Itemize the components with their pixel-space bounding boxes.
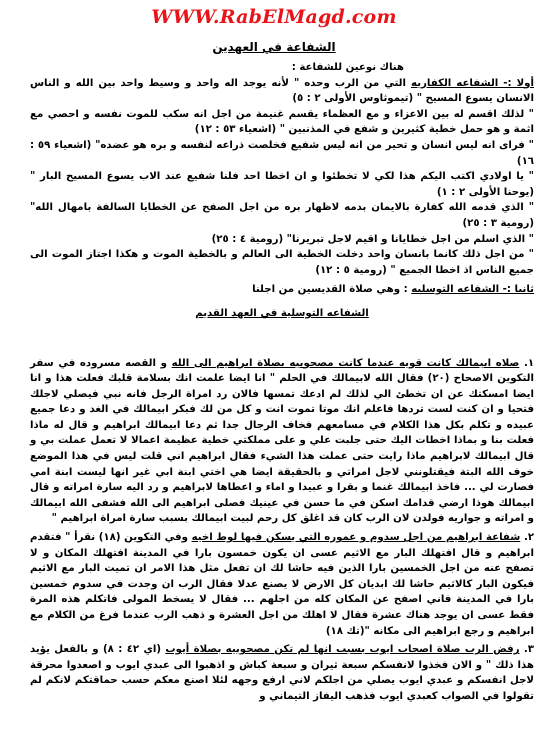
point-lead: شفاعة ابراهيم من اجل سدوم و عموره التي يسكن فيها لوط اخيه: [191, 532, 521, 544]
point-number: ١.: [523, 357, 535, 369]
point-text: (اي ٤٢ : ٨) و بالفعل يؤيد هذا ذلك " و الان فخذوا لانفسكم سبعة ثيران و سبعة كباش و اذهبوا الى عبدي ايوب و اصعدوا محرقة لاجل انفسكم و عبدي ايوب يصلي من اجلكم لاني ارفع وجهه لئلا اصنع معكم حسب حماقتكم لانكم لم تقولوا في الصواب كعبدي ايوب فذهب اليفاز التيماني و: [30, 644, 534, 702]
point-number: ٣.: [523, 644, 534, 656]
point-text: وفي التكوين (١٨) نقرأ " فتقدم ابراهيم و قال افتهلك البار مع الاثيم عسى ان يكون خمسون بارا في المدينة افتهلك المكان و لا تصفح عنه من اجل الخمسين بارا الذين فيه حاشا لك ان تفعل مثل هذا الامر ان تميت البار مع الاثيم فيكون البار كالاثيم حاشا لك ابديان كل الارض لا يصنع عدلا فقال الرب ان وجدت في سدوم خمسين بارا في المدينة فاني اصفح عن المكان كله من اجلهم ... فقال لا يسخط المولى فاتكلم هذه المرة فقط عسى ان يوجد هناك عشرة فقال لا اهلك من اجل العشرة و ذهب الرب عندما فرغ من الكلام مع ابراهيم و رجع ابراهيم الى مكانه "(تك ١٨): [30, 532, 534, 637]
old-testament-heading: الشفاعه التوسلية في العهد القديم: [195, 307, 369, 319]
section-2-heading: ثانيا :- الشفاعه التوسليه: [411, 284, 534, 296]
verse-quote: " الذي قدمه الله كفارة بالايمان بدمه لاظهار بره من اجل الصفح عن الخطايا السالفة بامهال الله" (رومية ٣ : ٢٥): [30, 202, 534, 229]
verse-quote: " فراى انه ليس انسان و تحير من انه ليس شفيع فخلصت ذراعه لنفسه و بره هو عضده" (اشعياء ٥٩ : ١٦): [30, 139, 534, 167]
verse-quote: " الذي اسلم من اجل خطايانا و اقيم لاجل تبريرنا" (رومية ٤ : ٢٥): [211, 233, 534, 245]
document-body: [30, 60, 534, 705]
section-2-paragraph: [30, 282, 534, 298]
section-1-heading: أولا :- الشفاعه الكفاريه: [411, 77, 534, 89]
point-paragraph: [30, 530, 534, 639]
verse-quote: " لذلك اقسم له بين الاعزاء و مع العظماء يقسم غنيمة من اجل انه سكب للموت نفسه و احصي مع اثمة و هو حمل خطية كثيرين و شفع في المذنبين " (اشعياء ٥٣ : ١٢): [30, 108, 534, 136]
section-1-paragraph: [30, 76, 534, 107]
point-number: ٢.: [523, 532, 535, 544]
point-lead: رفض الرب صلاة اصحاب ايوب بسبب انها لم تكن مصحوبيه بصلاة أيوب: [165, 644, 520, 656]
verse-quote: " يا اولادي اكتب اليكم هذا لكي لا تخطئوا و ان اخطا احد فلنا شفيع عند الاب يسوع المسيح البار " (يوحنا الأولى ٢ : ١): [30, 171, 534, 198]
point-lead: صلاه ابيمالك كانت قويه عندما كانت مصحوبيه بصلاة ابراهيم الى الله: [171, 357, 520, 369]
section-2-text: : وهي صلاة القديسين من اجلنا: [252, 284, 412, 296]
intro-heading: هناك نوعين للشفاعة :: [291, 62, 404, 73]
point-paragraph: [30, 642, 534, 704]
section-1-text: التي من الرب وحده " لأنه يوجد اله واحد و وسيط واحد بين الله و الناس الانسان يسوع المسيح " (تيموثاوس الأولى ٢ : ٥): [30, 77, 534, 105]
site-link[interactable]: WWW.RabElMagd.com: [151, 6, 397, 28]
verse-quote: " من اجل ذلك كانما بانسان واحد دخلت الخطية الى العالم و بالخطية الموت و هكذا اجتاز الموت الى جميع الناس اذ اخطا الجميع " (رومية ٥ : ١٢): [30, 249, 534, 276]
point-text: و القصه مسروده في سفر التكوين الاصحاح (٢٠) فقال الله لابيمالك في الحلم " انا ايضا علمت انك بسلامة قلبك فعلت هذا و انا ايضا امسكتك عن ان تخطئ الي لذلك لم ادعك تمسها فالان رد امراة الرجل فانه نبي فيصلي لاجلك فتحيا و ان كنت لست تردها فاعلم انك موتا تموت انت و كل من لك فبكر ابيمالك في الغد و دعا جميع عبيده و تكلم بكل هذا الكلام في مسامعهم فخاف الرجال جدا ثم دعا ابيمالك ابراهيم و قال له ماذا فعلت بنا و بماذا اخطات اليك حتى جلبت علي و على مملكتي خطية عظيمة اعمالا لا تعمل عملت بي و قال ابيمالك لابراهيم ماذا رايت حتى عملت هذا الشيء فقال ابراهيم اني قلت ليس في هذا الموضع خوف الله البتة فيقتلونني لاجل امراتي و بالحقيقة ايضا هي اختي ابنة ابي غير انها ليست ابنة امي فصارت لي ... فاخذ ابيمالك غنما و بقرا و عبيدا و اماء و اعطاها لابراهيم و رد اليه سارة امراته و قال ابيمالك هوذا ارضي قدامك اسكن في ما حسن في عينيك فصلى ابراهيم الى الله فشفى الله ابيمالك و امراته و جواريه فولدن لان الرب كان قد اغلق كل رحم لبيت ابيمالك بسبب سارة امراة ابراهيم ": [30, 357, 534, 525]
point-paragraph: [30, 356, 534, 528]
page-title: الشفاعة في العهدين: [212, 40, 336, 54]
